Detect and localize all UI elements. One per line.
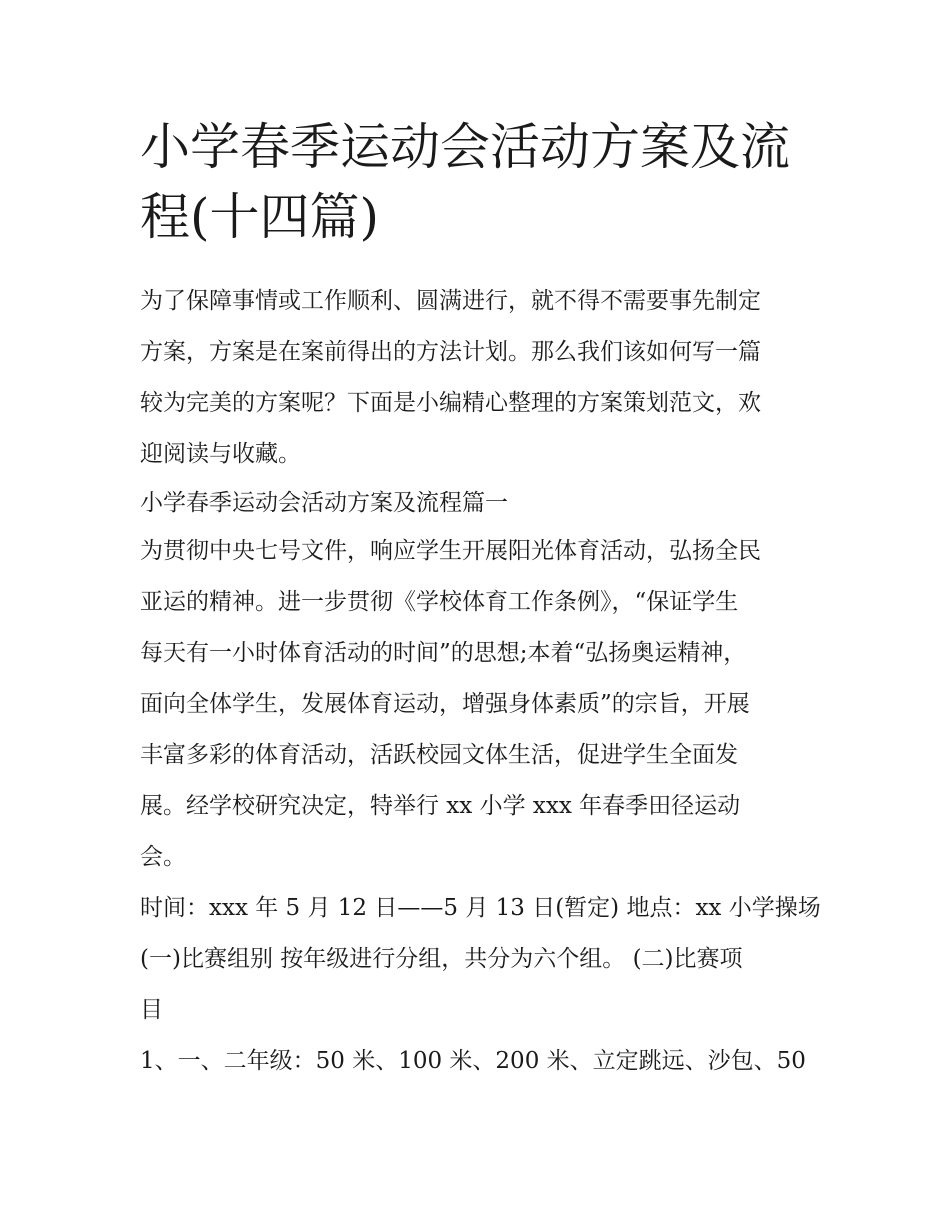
paragraph-line: 较为完美的方案呢？下面是小编精心整理的方案策划范文，欢 <box>140 390 761 416</box>
paragraph-line: 为贯彻中央七号文件，响应学生开展阳光体育活动，弘扬全民 <box>140 538 761 564</box>
paragraph-line: 方案，方案是在案前得出的方法计划。那么我们该如何写一篇 <box>140 339 761 365</box>
paragraph-line: (一)比赛组别 按年级进行分组，共分为六个组。 (二)比赛项 <box>140 946 743 972</box>
paragraph-line: 亚运的精神。进一步贯彻《学校体育工作条例》，“保证学生 <box>140 589 739 615</box>
paragraph-line: 1、一、二年级：50 米、100 米、200 米、立定跳远、沙包、50 <box>140 1048 806 1074</box>
document-title <box>140 112 820 252</box>
paragraph-line: 会。 <box>140 844 186 870</box>
paragraph-line: 迎阅读与收藏。 <box>140 441 301 467</box>
document-body <box>140 276 820 1087</box>
intro-paragraph <box>140 276 820 480</box>
section-paragraph <box>140 526 820 1087</box>
paragraph-line: 面向全体学生，发展体育运动，增强身体素质”的宗旨，开展 <box>140 691 750 717</box>
section-heading: 小学春季运动会活动方案及流程篇一 <box>140 490 508 516</box>
paragraph-line: 每天有一小时体育活动的时间”的思想;本着“弘扬奥运精神， <box>140 640 747 666</box>
paragraph-line: 目 <box>140 997 163 1023</box>
title-line: 程(十四篇) <box>140 188 380 246</box>
paragraph-line: 展。经学校研究决定，特举行 xx 小学 xxx 年春季田径运动 <box>140 793 741 819</box>
title-line: 小学春季运动会活动方案及流 <box>140 118 790 176</box>
paragraph-line: 为了保障事情或工作顺利、圆满进行，就不得不需要事先制定 <box>140 288 761 314</box>
paragraph-line: 丰富多彩的体育活动，活跃校园文体生活，促进学生全面发 <box>140 742 738 768</box>
paragraph-line: 时间：xxx 年 5 月 12 日——5 月 13 日(暂定) 地点：xx 小学操场 <box>140 895 821 921</box>
